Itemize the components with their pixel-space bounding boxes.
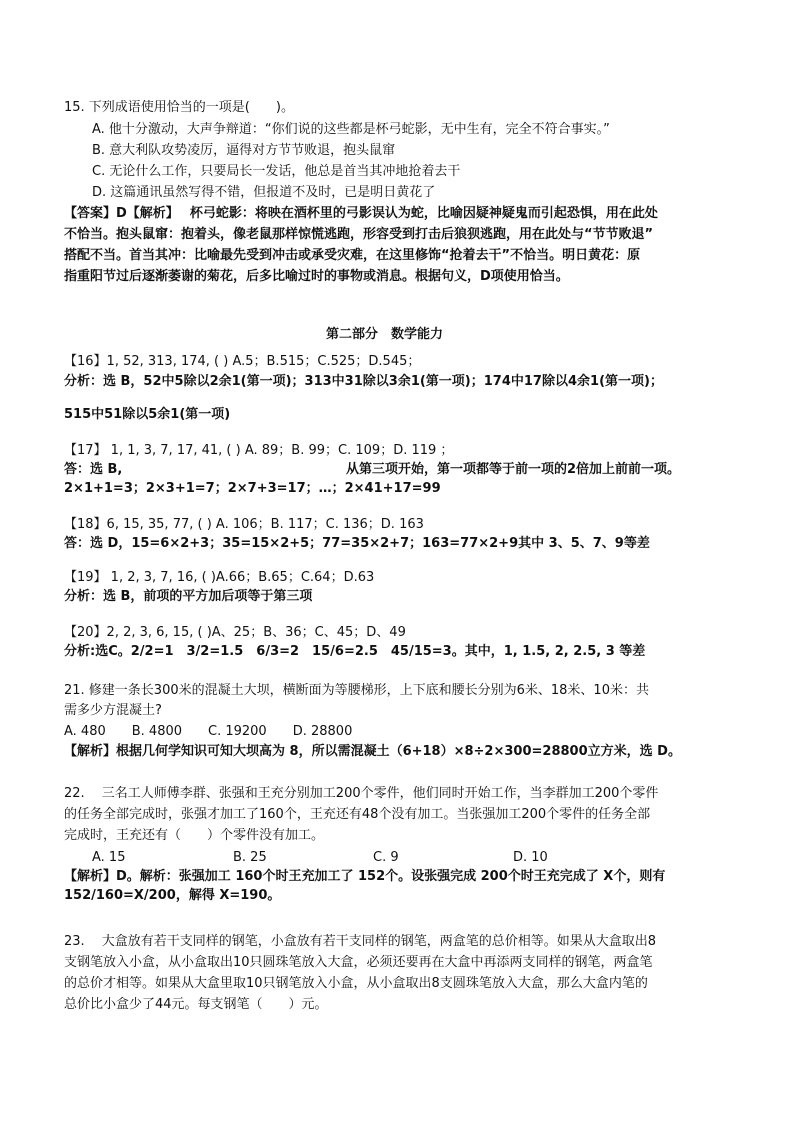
- question-21-stem-line-2: 需多少方混凝土?: [64, 703, 162, 718]
- question-22-option-c: C. 9: [373, 850, 399, 865]
- question-22-option-d: D. 10: [513, 850, 548, 865]
- question-18-answer: 答：选 D，15=6×2+3；35=15×2+5；77=35×2+7；163=77×2+9其中 3、5、7、9等差: [64, 536, 650, 551]
- question-15-option-d: D. 这篇通讯虽然写得不错，但报道不及时，已是明日黄花了: [92, 185, 436, 200]
- question-21-options: A. 480 B. 4800 C. 19200 D. 28800: [64, 724, 353, 739]
- question-19-stem: 【19】 1, 2, 3, 7, 16, ( )A.66；B.65；C.64；D.63: [64, 570, 375, 585]
- question-22-stem-line-2: 的任务全部完成时，张强才加工了160个，王充还有48个没有加工。当张强加工200个零件的任务全部: [64, 807, 651, 822]
- question-22-option-a: A. 15: [92, 850, 126, 865]
- question-15-option-c: C. 无论什么工作，只要局长一发话，他总是首当其冲地抢着去干: [92, 164, 461, 179]
- question-17-answer-choice: 答：选 B,: [64, 462, 123, 477]
- question-20-stem: 【20】2, 2, 3, 6, 15, ( )A、25；B、36；C、45；D、49: [64, 625, 406, 640]
- question-16-answer-line-2: 515中51除以5余1(第一项): [64, 407, 231, 422]
- question-20-answer: 分析:选C。2/2=1 3/2=1.5 6/3=2 15/6=2.5 45/15=3。其中，1, 1.5, 2, 2.5, 3 等差: [64, 644, 646, 659]
- question-15-option-a: A. 他十分激动，大声争辩道：“你们说的这些都是杯弓蛇影，无中生有，完全不符合事实。”: [92, 122, 610, 137]
- question-23-stem-line-1: 23. 大盒放有若干支同样的钢笔，小盒放有若干支同样的钢笔，两盒笔的总价相等。如果从大盒取出8: [64, 934, 657, 949]
- question-17-stem: 【17】 1, 1, 3, 7, 17, 41, ( ) A. 89；B. 99；C. 109；D. 119 ；: [64, 443, 454, 458]
- question-15-answer-line-2: 不恰当。抱头鼠窜：抱着头，像老鼠那样惊慌逃跑，形容受到打击后狼狈逃跑，用在此处与“节节败退”: [64, 227, 654, 242]
- section-title: 第二部分 数学能力: [326, 327, 444, 342]
- question-15-option-b: B. 意大利队攻势凌厉，逼得对方节节败退，抱头鼠窜: [92, 143, 396, 158]
- question-15-answer-line-4: 指重阳节过后逐渐萎谢的菊花，后多比喻过时的事物或消息。根据句义，D项使用恰当。: [64, 269, 569, 284]
- question-21-answer: 【解析】根据几何学知识可知大坝高为 8，所以需混凝土（6+18）×8÷2×300=28800立方米，选 D。: [64, 744, 681, 759]
- question-15-stem: 15. 下列成语使用恰当的一项是( )。: [64, 100, 294, 115]
- question-15-answer-line-3: 搭配不当。首当其冲：比喻最先受到冲击或承受灾难，在这里修饰“抢着去干”不恰当。明日黄花：原: [64, 248, 641, 263]
- question-21-stem-line-1: 21. 修建一条长300米的混凝土大坝，横断面为等腰梯形，上下底和腰长分别为6米、18米、10米：共: [64, 683, 649, 698]
- question-22-answer-line-2: 152/160=X/200，解得 X=190。: [64, 888, 281, 903]
- question-23-stem-line-4: 总价比小盒少了44元。每支钢笔（ ）元。: [64, 997, 328, 1012]
- question-22-stem-line-3: 完成时，王充还有（ ）个零件没有加工。: [64, 828, 325, 843]
- question-23-stem-line-2: 支钢笔放入小盒，从小盒取出10只圆珠笔放入大盒，必须还要再在大盒中再添两支同样的钢笔，两盒笔: [64, 955, 653, 970]
- question-16-stem: 【16】1, 52, 313, 174, ( ) A.5；B.515；C.525；D.545；: [64, 354, 421, 369]
- question-17-answer-line-2: 2×1+1=3；2×3+1=7；2×7+3=17；…；2×41+17=99: [64, 481, 441, 496]
- question-23-stem-line-3: 的总价才相等。如果从大盒里取10只钢笔放入小盒，从小盒取出8支圆珠笔放入大盒，那么大盒内笔的: [64, 976, 648, 991]
- question-16-answer-line-1: 分析：选 B，52中5除以2余1(第一项)；313中31除以3余1(第一项)；174中17除以4余1(第一项)；: [64, 374, 663, 389]
- question-17-answer-rule: 从第三项开始，第一项都等于前一项的2倍加上前前一项。: [346, 462, 681, 477]
- question-15-answer-line-1: 【答案】D【解析】 杯弓蛇影：将映在酒杯里的弓影误认为蛇，比喻因疑神疑鬼而引起恐惧，用在此处: [64, 206, 658, 221]
- question-18-stem: 【18】6, 15, 35, 77, ( ) A. 106；B. 117；C. 136；D. 163: [64, 517, 424, 532]
- question-22-answer-line-1: 【解析】D。解析：张强加工 160个时王充加工了 152个。设张强完成 200个时王充完成了 X个，则有: [64, 869, 666, 884]
- question-22-stem-line-1: 22. 三名工人师傅李群、张强和王充分别加工200个零件，他们同时开始工作，当李群加工200个零件: [64, 786, 659, 801]
- question-19-answer: 分析：选 B，前项的平方加后项等于第三项: [64, 589, 313, 604]
- question-22-option-b: B. 25: [233, 850, 267, 865]
